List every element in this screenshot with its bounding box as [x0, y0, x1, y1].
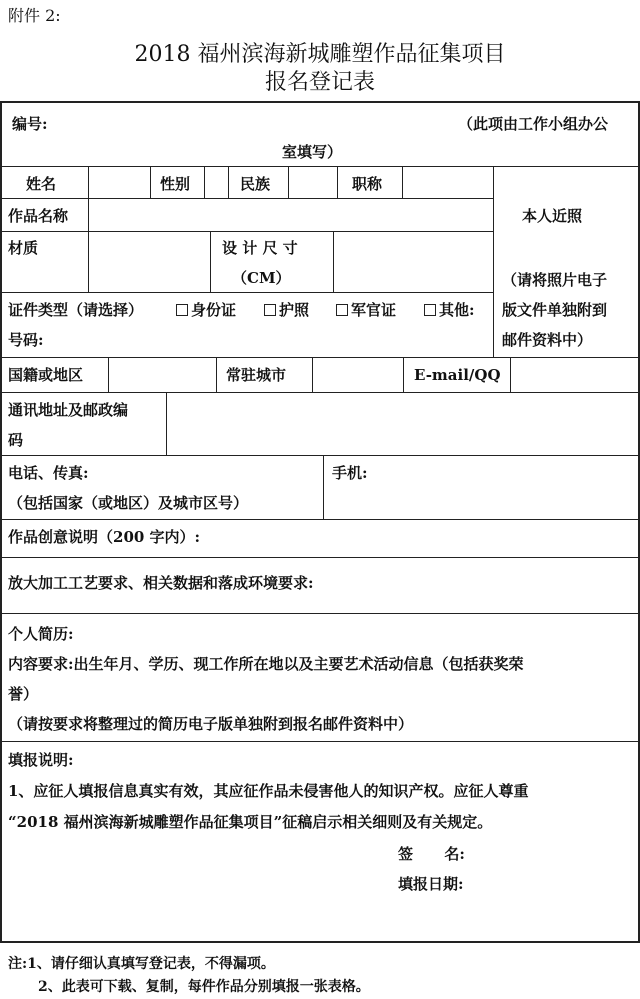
photo-note-3: 邮件资料中）: [502, 331, 593, 349]
resume-title: 个人简历:: [8, 625, 74, 643]
material-label: 材质: [8, 239, 39, 257]
work-name-field[interactable]: [89, 199, 492, 230]
ethnicity-label: 民族: [240, 175, 271, 193]
id-option-passport[interactable]: 护照: [264, 300, 309, 320]
concept-label: 作品创意说明（200 字内）:: [8, 528, 201, 546]
note-1: 注:1、请仔细认真填写登记表，不得漏项。: [8, 956, 275, 972]
material-field[interactable]: [89, 232, 209, 291]
gender-label: 性别: [160, 175, 191, 193]
city-label: 常驻城市: [226, 366, 287, 384]
resume-requirement-cont: 誉）: [8, 685, 39, 703]
checkbox-icon[interactable]: [264, 304, 276, 316]
nationality-label: 国籍或地区: [8, 366, 84, 384]
attachment-label: 附件 2:: [8, 6, 61, 25]
ethnicity-field[interactable]: [289, 167, 336, 197]
photo-label: 本人近照: [522, 207, 583, 225]
id-option-military[interactable]: 军官证: [336, 300, 396, 320]
phone-fax-note: （包括国家（或地区）及城市区号）: [8, 494, 249, 512]
address-label: 通讯地址及邮政编: [8, 401, 129, 419]
email-label: E-mail/QQ: [414, 366, 501, 384]
nationality-field[interactable]: [109, 358, 215, 391]
title-label: 职称: [352, 175, 383, 193]
id-number-label: 号码:: [8, 331, 44, 349]
fill-instructions-text-cont: “2018 福州滨海新城雕塑作品征集项目”征稿启示相关细则及有关规定。: [8, 813, 493, 831]
number-note-cont: 室填写）: [282, 143, 343, 161]
process-label: 放大加工工艺要求、相关数据和落成环境要求:: [8, 574, 314, 592]
checkbox-icon[interactable]: [424, 304, 436, 316]
name-field[interactable]: [89, 167, 149, 197]
mobile-label: 手机:: [332, 464, 368, 482]
city-field[interactable]: [313, 358, 402, 391]
checkbox-icon[interactable]: [176, 304, 188, 316]
signature-label: 签 名:: [398, 845, 465, 863]
fill-instructions-text: 1、应征人填报信息真实有效，其应征作品未侵害他人的知识产权。应征人尊重: [8, 782, 529, 800]
photo-note-1: （请将照片电子: [502, 271, 608, 289]
address-field[interactable]: [167, 393, 637, 454]
resume-note: （请按要求将整理过的简历电子版单独附到报名邮件资料中）: [8, 715, 414, 733]
id-option-idcard[interactable]: 身份证: [176, 300, 236, 320]
checkbox-icon[interactable]: [336, 304, 348, 316]
form-title: 2018 福州滨海新城雕塑作品征集项目: [134, 42, 506, 67]
fill-instructions-title: 填报说明:: [8, 751, 74, 769]
design-size-field[interactable]: [334, 232, 492, 291]
fill-date-label: 填报日期:: [398, 875, 464, 893]
design-size-unit: （CM）: [232, 269, 291, 287]
id-option-other[interactable]: 其他:: [424, 300, 475, 320]
address-label-cont: 码: [8, 431, 24, 449]
form-subtitle: 报名登记表: [264, 70, 375, 95]
gender-field[interactable]: [205, 167, 227, 197]
work-name-label: 作品名称: [8, 207, 69, 225]
number-label: 编号:: [12, 115, 48, 133]
photo-note-2: 版文件单独附到: [502, 301, 608, 319]
name-label: 姓名: [26, 175, 57, 193]
resume-requirement: 内容要求:出生年月、学历、现工作所在地以及主要艺术活动信息（包括获奖荣: [8, 655, 524, 673]
design-size-label: 设 计 尺 寸: [222, 239, 298, 257]
number-note: （此项由工作小组办公: [458, 115, 609, 133]
id-type-label: 证件类型（请选择）: [8, 301, 144, 319]
phone-fax-label: 电话、传真:: [8, 464, 89, 482]
email-field[interactable]: [511, 358, 637, 391]
title-field[interactable]: [403, 167, 492, 197]
note-2: 2、此表可下载、复制，每件作品分别填报一张表格。: [38, 979, 370, 995]
